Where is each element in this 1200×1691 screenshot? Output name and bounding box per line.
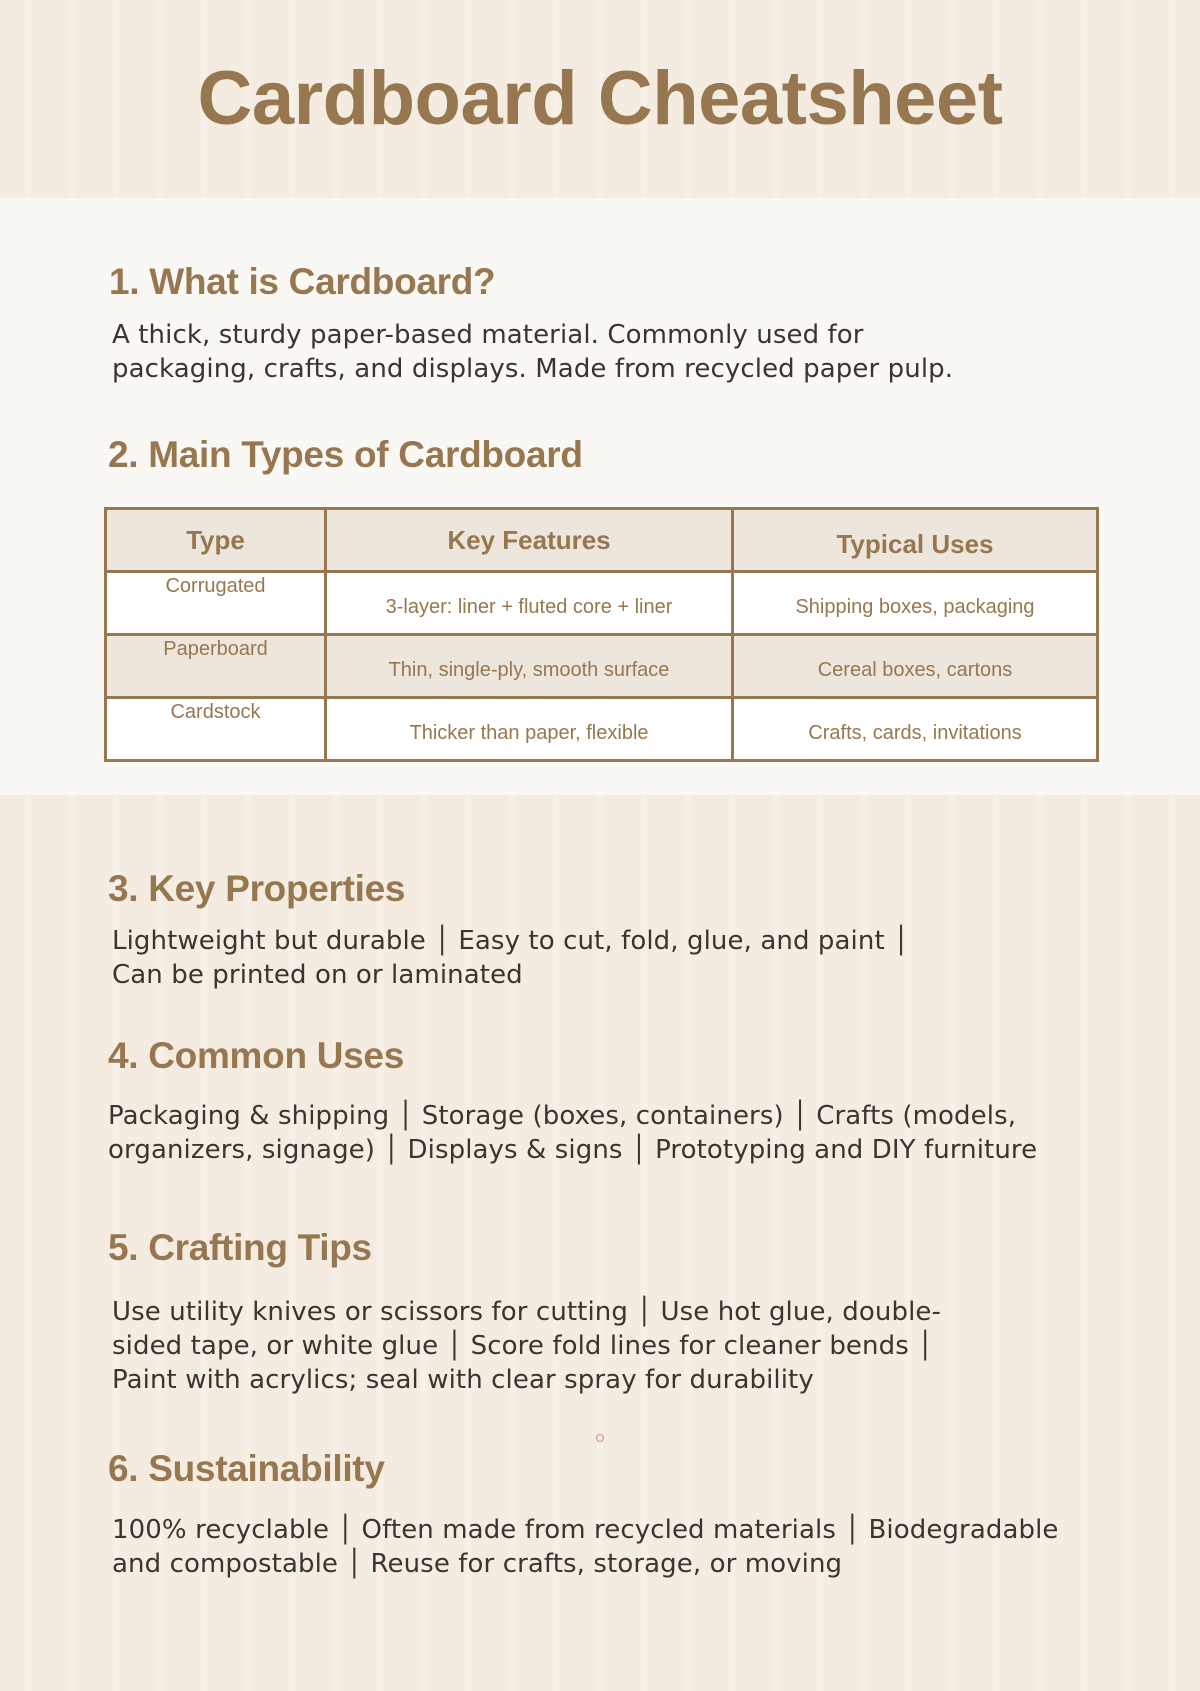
section-5-line-3: Paint with acrylics; seal with clear spray for durability [112, 1365, 814, 1395]
section-5-line-2: sided tape, or white glue │ Score fold lines for cleaner bends │ [112, 1331, 933, 1361]
table-cell-uses: Cereal boxes, cartons [733, 635, 1098, 698]
table-row [106, 635, 1098, 698]
table-cell-type: Paperboard [106, 635, 326, 698]
table-cell-features: Thicker than paper, flexible [326, 698, 733, 761]
section-6-line-1: 100% recyclable │ Often made from recycled materials │ Biodegradable [112, 1515, 1059, 1545]
section-1-line-1: A thick, sturdy paper-based material. Commonly used for [112, 320, 864, 350]
table-header-type: Type [106, 509, 326, 572]
table-cell-uses: Shipping boxes, packaging [733, 572, 1098, 635]
table-header-key-features: Key Features [326, 509, 733, 572]
section-4-line-1: Packaging & shipping │ Storage (boxes, containers) │ Crafts (models, [108, 1101, 1017, 1131]
section-6-line-2: and compostable │ Reuse for crafts, storage, or moving [112, 1549, 843, 1579]
table-row [106, 572, 1098, 635]
cursor-marker [596, 1434, 604, 1442]
table-header-typical-uses: Typical Uses [733, 509, 1098, 572]
section-4-heading: 4. Common Uses [108, 1035, 404, 1076]
table-cell-uses: Crafts, cards, invitations [733, 698, 1098, 761]
section-5-line-1: Use utility knives or scissors for cutting │ Use hot glue, double- [112, 1297, 941, 1327]
section-6-heading: 6. Sustainability [108, 1448, 385, 1489]
table-header-row [106, 509, 1098, 572]
section-5-heading: 5. Crafting Tips [108, 1227, 372, 1268]
table-cell-type: Corrugated [106, 572, 326, 635]
cardboard-types-table [104, 507, 1099, 762]
section-3-line-2: Can be printed on or laminated [112, 960, 523, 990]
table-row [106, 698, 1098, 761]
table-cell-features: 3-layer: liner + fluted core + liner [326, 572, 733, 635]
table-cell-features: Thin, single-ply, smooth surface [326, 635, 733, 698]
section-1-line-2: packaging, crafts, and displays. Made from recycled paper pulp. [112, 354, 954, 384]
page-title: Cardboard Cheatsheet [197, 56, 1003, 141]
section-3-line-1: Lightweight but durable │ Easy to cut, fold, glue, and paint │ [112, 926, 909, 956]
section-1-heading: 1. What is Cardboard? [109, 261, 496, 302]
section-4-line-2: organizers, signage) │ Displays & signs │ Prototyping and DIY furniture [108, 1135, 1038, 1165]
section-2-heading: 2. Main Types of Cardboard [108, 434, 583, 475]
table-cell-type: Cardstock [106, 698, 326, 761]
section-3-heading: 3. Key Properties [108, 868, 406, 909]
